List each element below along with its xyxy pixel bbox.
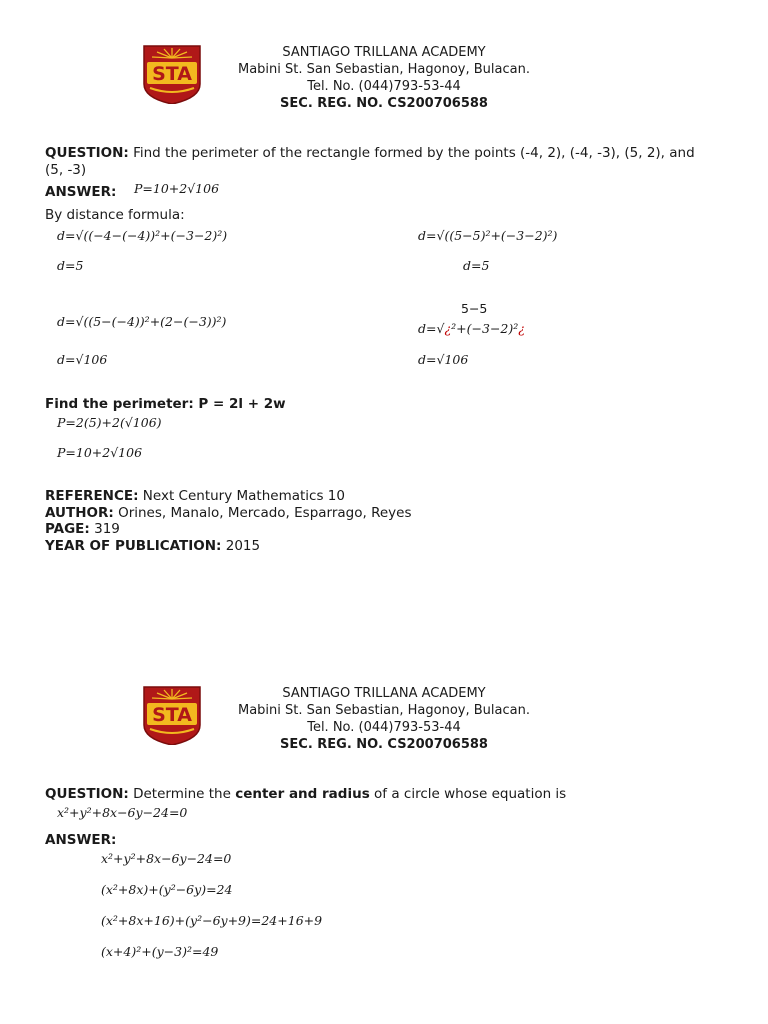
svg-text:STA: STA bbox=[152, 704, 192, 726]
year-line: YEAR OF PUBLICATION: 2015 bbox=[45, 538, 261, 554]
school-address: Mabini St. San Sebastian, Hagonoy, Bulacan. bbox=[238, 62, 530, 77]
question-1-line2: (5, -3) bbox=[45, 162, 87, 178]
answer-step-4: (x+4)²+(y−3)²=49 bbox=[101, 944, 219, 959]
author-line: AUTHOR: Orines, Manalo, Mercado, Esparrago, Reyes bbox=[45, 505, 412, 521]
answer-step-2: (x²+8x)+(y²−6y)=24 bbox=[101, 882, 233, 897]
question-label: QUESTION: bbox=[45, 145, 129, 161]
perimeter-eq-1: P=2(5)+2(√106) bbox=[57, 415, 162, 430]
school-address: Mabini St. San Sebastian, Hagonoy, Bulacan. bbox=[238, 703, 530, 718]
question-1 bbox=[45, 145, 695, 161]
reference-line: REFERENCE: Next Century Mathematics 10 bbox=[45, 488, 345, 504]
distance-eq-2: d=√((5−5)²+(−3−2)²) bbox=[418, 228, 558, 243]
answer-step-1: x²+y²+8x−6y−24=0 bbox=[101, 851, 232, 866]
question-text: Find the perimeter of the rectangle formed by the points (-4, 2), (-4, -3), (5, 2), and bbox=[128, 145, 695, 161]
answer-math: P=10+2√106 bbox=[134, 181, 220, 196]
question-2: QUESTION: Determine the center and radius of a circle whose equation is bbox=[45, 786, 567, 802]
perimeter-label: Find the perimeter: P = 2l + 2w bbox=[45, 396, 286, 412]
answer-label-2: ANSWER: bbox=[45, 832, 117, 848]
distance-result-2: d=5 bbox=[463, 258, 490, 273]
school-name: SANTIAGO TRILLANA ACADEMY bbox=[282, 686, 486, 701]
svg-text:STA: STA bbox=[152, 63, 192, 85]
distance-result-1: d=5 bbox=[57, 258, 84, 273]
distance-eq-4: d=√¿²+(−3−2)²¿ bbox=[418, 321, 525, 336]
sec-reg-no: SEC. REG. NO. CS200706588 bbox=[280, 96, 488, 111]
school-tel: Tel. No. (044)793-53-44 bbox=[307, 79, 461, 94]
answer-label: ANSWER: bbox=[45, 184, 117, 200]
distance-eq-3: d=√((5−(−4))²+(2−(−3))²) bbox=[57, 314, 227, 329]
page-line: PAGE: 319 bbox=[45, 521, 120, 537]
sec-reg-no: SEC. REG. NO. CS200706588 bbox=[280, 737, 488, 752]
distance-result-3: d=√106 bbox=[57, 352, 108, 367]
distance-eq-1: d=√((−4−(−4))²+(−3−2)²) bbox=[57, 228, 228, 243]
distance-result-4: d=√106 bbox=[418, 352, 469, 367]
perimeter-eq-2: P=10+2√106 bbox=[57, 445, 143, 460]
distance-formula-label: By distance formula: bbox=[45, 207, 185, 223]
answer-step-3: (x²+8x+16)+(y²−6y+9)=24+16+9 bbox=[101, 913, 323, 928]
school-name: SANTIAGO TRILLANA ACADEMY bbox=[282, 45, 486, 60]
circle-equation: x²+y²+8x−6y−24=0 bbox=[57, 805, 188, 820]
school-tel: Tel. No. (044)793-53-44 bbox=[307, 720, 461, 735]
distance-eq-4-top: 5−5 bbox=[461, 301, 488, 316]
